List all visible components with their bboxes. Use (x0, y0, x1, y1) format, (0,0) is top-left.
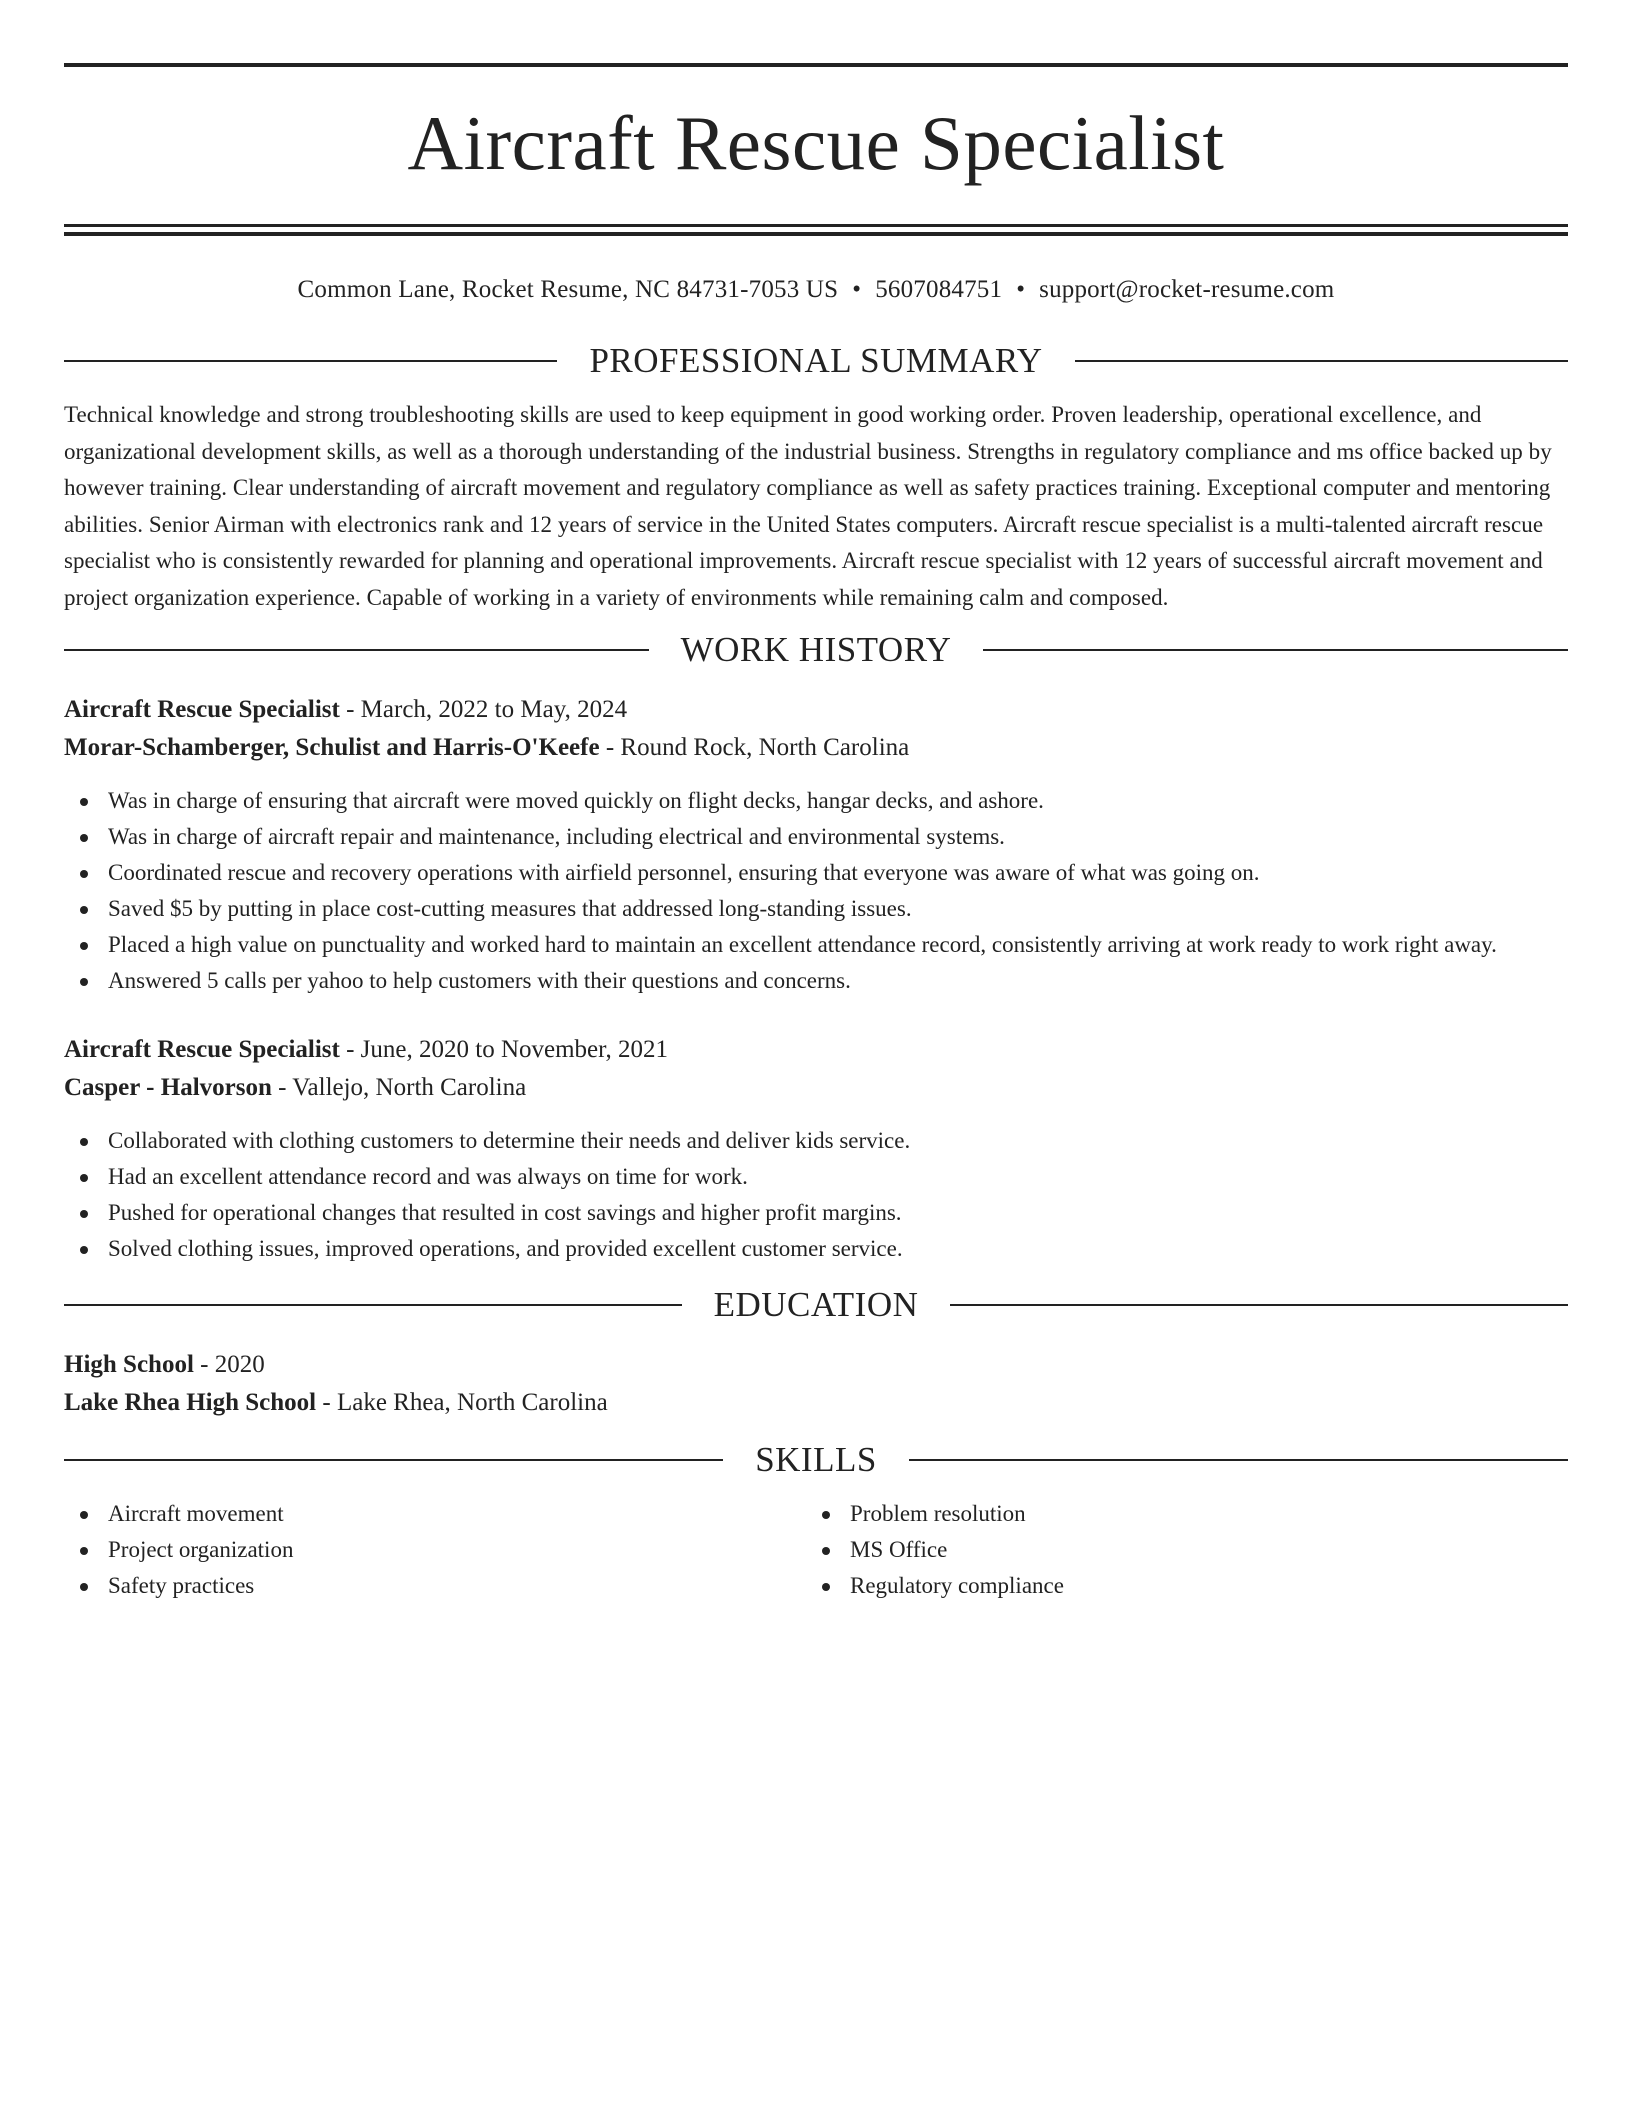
skills-section-header (64, 1440, 1568, 1480)
job-dates: - June, 2020 to November, 2021 (339, 1036, 668, 1063)
resume-title: Aircraft Rescue Specialist (407, 100, 1225, 186)
skill-item: Project organization (64, 1532, 806, 1568)
section-rule-left (64, 649, 649, 651)
job-bullet-list (64, 1123, 1568, 1267)
job-dates: - March, 2022 to May, 2024 (339, 696, 628, 723)
job-bullet: Coordinated rescue and recovery operations with airfield personnel, ensuring that everyone was aware of what was going on. (64, 855, 1568, 891)
job-bullet: Pushed for operational changes that resulted in cost savings and higher profit margins. (64, 1195, 1568, 1231)
job-bullet: Was in charge of aircraft repair and maintenance, including electrical and environmental systems. (64, 819, 1568, 855)
education-entry (64, 1346, 1568, 1422)
job-bullet: Solved clothing issues, improved operations, and provided excellent customer service. (64, 1231, 1568, 1267)
job-employer-line (64, 1069, 1568, 1107)
education-year: - 2020 (193, 1351, 265, 1378)
education-school: Lake Rhea High School (64, 1389, 317, 1416)
job-bullet: Had an excellent attendance record and was always on time for work. (64, 1159, 1568, 1195)
skills-grid (64, 1496, 1568, 1604)
contact-email: support@rocket-resume.com (1039, 276, 1335, 303)
skill-item: Regulatory compliance (806, 1568, 1548, 1604)
header-double-rule (64, 224, 1568, 236)
skills-list-right (806, 1496, 1548, 1604)
work-history-heading: WORK HISTORY (680, 630, 952, 669)
job-title-line (64, 1031, 1568, 1069)
education-degree: High School (64, 1351, 194, 1378)
section-rule-left (64, 1304, 682, 1306)
skill-item: MS Office (806, 1532, 1548, 1568)
contact-separator: • (1016, 276, 1026, 303)
education-location: - Lake Rhea, North Carolina (316, 1389, 608, 1416)
contact-address: Common Lane, Rocket Resume, NC 84731-7053 US (297, 276, 839, 303)
work-history-section-header (64, 630, 1568, 670)
job-title: Aircraft Rescue Specialist (64, 696, 340, 723)
summary-heading: PROFESSIONAL SUMMARY (589, 341, 1043, 380)
section-rule-right (983, 649, 1568, 651)
job-employer: Morar-Schamberger, Schulist and Harris-O'Keefe (64, 734, 600, 761)
job-bullet: Collaborated with clothing customers to determine their needs and deliver kids service. (64, 1123, 1568, 1159)
job-location: - Vallejo, North Carolina (271, 1074, 527, 1101)
skills-heading: SKILLS (755, 1440, 877, 1479)
contact-phone: 5607084751 (875, 276, 1003, 303)
job-bullet: Answered 5 calls per yahoo to help customers with their questions and concerns. (64, 963, 1568, 999)
skills-list-left (64, 1496, 806, 1604)
job-bullet: Placed a high value on punctuality and worked hard to maintain an excellent attendance record, consistently arriving at work ready to work right away. (64, 927, 1568, 963)
job-employer-line (64, 729, 1568, 767)
education-section-header (64, 1285, 1568, 1325)
summary-text: Technical knowledge and strong troubleshooting skills are used to keep equipment in good working order. Proven leadership, operational excellence, and organizational development skills, as well as a thorough understanding of the industrial business. Strengths in regulatory compliance and ms office backed up by however training. Clear understanding of aircraft movement and regulatory compliance as well as safety practices training. Exceptional computer and mentoring abilities. Senior Airman with electronics rank and 12 years of service in the United States computers. Aircraft rescue specialist is a multi-talented aircraft rescue specialist who is consistently rewarded for planning and operational improvements. Aircraft rescue specialist with 12 years of successful aircraft movement and project organization experience. Capable of working in a variety of environments while remaining calm and composed. (64, 402, 1552, 610)
education-degree-line (64, 1346, 1568, 1384)
job-bullet: Saved $5 by putting in place cost-cutting measures that addressed long-standing issues. (64, 891, 1568, 927)
summary-section-header (64, 341, 1568, 381)
section-rule-right (909, 1459, 1568, 1461)
job-entry (64, 691, 1568, 999)
contact-line (64, 273, 1568, 307)
job-title: Aircraft Rescue Specialist (64, 1036, 340, 1063)
contact-separator: • (852, 276, 862, 303)
skill-item: Aircraft movement (64, 1496, 806, 1532)
skill-item: Safety practices (64, 1568, 806, 1604)
job-title-line (64, 691, 1568, 729)
job-employer: Casper - Halvorson (64, 1074, 272, 1101)
job-bullet-list (64, 783, 1568, 999)
section-rule-right (1075, 360, 1568, 362)
section-rule-right (950, 1304, 1568, 1306)
education-heading: EDUCATION (713, 1285, 919, 1324)
job-bullet: Was in charge of ensuring that aircraft were moved quickly on flight decks, hangar decks, and ashore. (64, 783, 1568, 819)
education-school-line (64, 1384, 1568, 1422)
job-location: - Round Rock, North Carolina (599, 734, 910, 761)
section-rule-left (64, 1459, 723, 1461)
section-rule-left (64, 360, 557, 362)
job-entry (64, 1031, 1568, 1267)
skill-item: Problem resolution (806, 1496, 1548, 1532)
header-top-rule (64, 63, 1568, 67)
